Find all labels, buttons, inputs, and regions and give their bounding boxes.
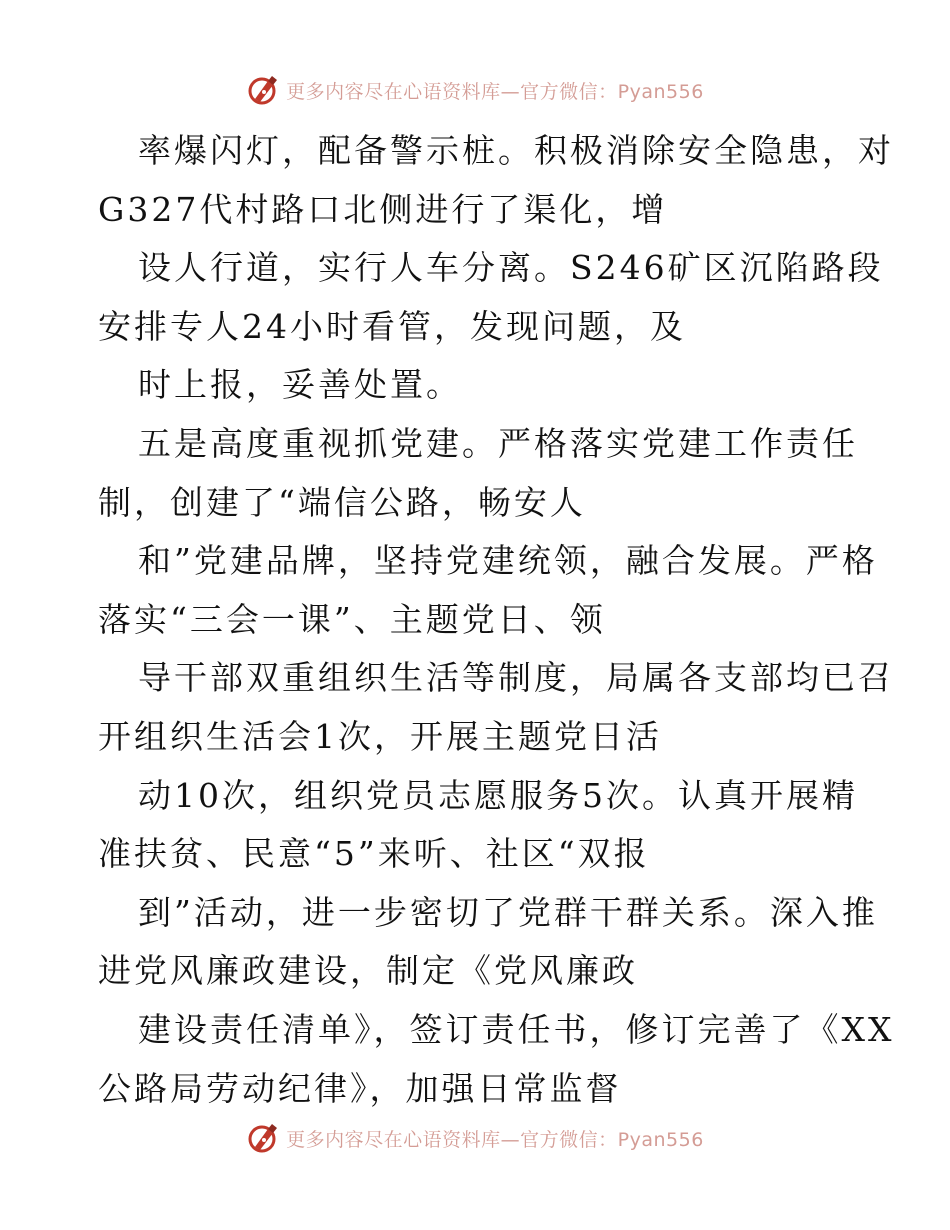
- watermark-text: 更多内容尽在心语资料库—官方微信：Pyan556: [286, 1128, 704, 1151]
- watermark-text: 更多内容尽在心语资料库—官方微信：Pyan556: [286, 80, 704, 103]
- text-line: 动10次，组织党员志愿服务5次。认真开展精: [138, 775, 858, 815]
- header-watermark: [0, 70, 950, 110]
- pen-nib-logo-icon: [246, 1121, 280, 1155]
- text-line: 和”党建品牌，坚持党建统领，融合发展。严格: [138, 541, 878, 581]
- text-line: 准扶贫、民意“5”来听、社区“双报: [98, 834, 650, 874]
- text-line: 设人行道，实行人车分离。S246矿区沉陷路段: [138, 248, 884, 288]
- text-line: G327代村路口北侧进行了渠化，增: [98, 189, 668, 229]
- text-line: 进党风廉政建设，制定《党风廉政: [98, 951, 638, 991]
- text-line: 时上报，妥善处置。: [138, 365, 462, 405]
- text-line: 率爆闪灯，配备警示桩。积极消除安全隐患，对: [138, 131, 894, 170]
- text-line: 五是高度重视抓党建。严格落实党建工作责任: [138, 423, 858, 463]
- text-line: 导干部双重组织生活等制度，局属各支部均已召: [138, 658, 894, 698]
- text-line: 公路局劳动纪律》，加强日常监督: [98, 1068, 622, 1108]
- document-body: [98, 122, 895, 1118]
- footer-watermark: [0, 1118, 950, 1158]
- text-line: 落实“三会一课”、主题党日、领: [98, 599, 606, 639]
- text-line: 建设责任清单》，签订责任书，修订完善了《XX: [138, 1009, 895, 1049]
- text-line: 安排专人24小时看管，发现问题，及: [98, 306, 686, 346]
- text-line: 开组织生活会1次，开展主题党日活: [98, 716, 662, 756]
- pen-nib-logo-icon: [246, 73, 280, 107]
- text-line: 到”活动，进一步密切了党群干群关系。深入推: [138, 892, 878, 932]
- text-line: 制，创建了“端信公路，畅安人: [98, 482, 586, 522]
